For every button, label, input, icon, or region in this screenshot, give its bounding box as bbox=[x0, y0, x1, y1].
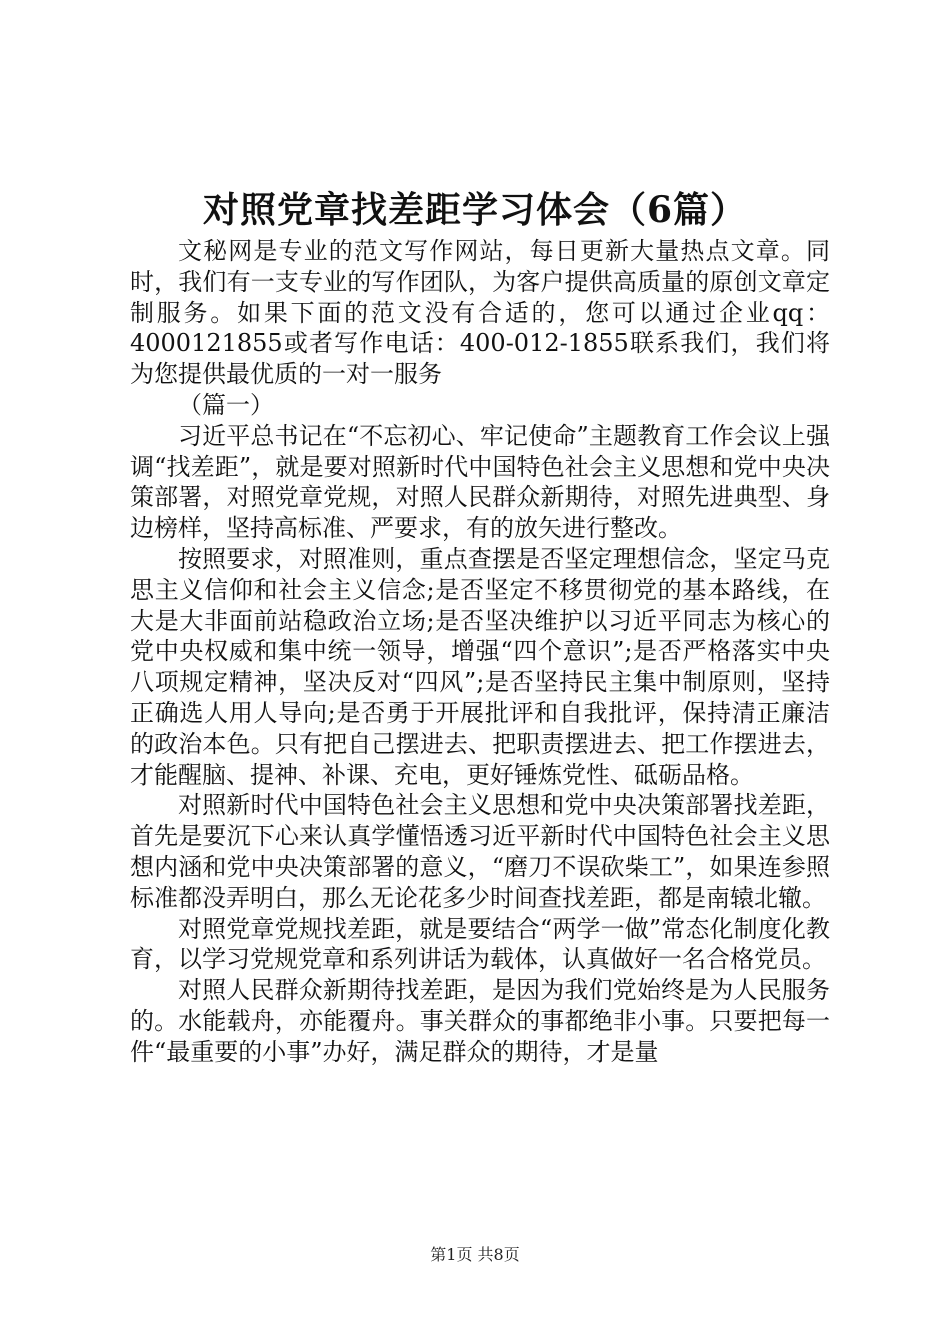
body-paragraph: 习近平总书记在“不忘初心、牢记使命”主题教育工作会议上强调“找差距”，就是要对照新时代中国特色社会主义思想和党中央决策部署，对照党章党规，对照人民群众新期待，对照先进典型、身边榜样，坚持高标准、严要求，有的放矢进行整改。 bbox=[130, 421, 830, 543]
body-paragraph: 对照党章党规找差距，就是要结合“两学一做”常态化制度化教育，以学习党规党章和系列讲话为载体，认真做好一名合格党员。 bbox=[130, 914, 830, 974]
document-title: 对照党章找差距学习体会（6篇） bbox=[202, 189, 748, 231]
intro-paragraph: 文秘网是专业的范文写作网站，每日更新大量热点文章。同时，我们有一支专业的写作团队，为客户提供高质量的原创文章定制服务。如果下面的范文没有合适的，您可以通过企业qq：4000121855或者写作电话：400-012-1855联系我们，我们将为您提供最优质的一对一服务 bbox=[130, 237, 830, 389]
body-paragraph: 对照人民群众新期待找差距，是因为我们党始终是为人民服务的。水能载舟，亦能覆舟。事关群众的事都绝非小事。只要把每一件“最重要的小事”办好，满足群众的期待，才是量 bbox=[130, 976, 830, 1066]
document-body bbox=[130, 236, 830, 1068]
page-number: 第1页 共8页 bbox=[430, 1245, 520, 1264]
section-heading: （篇一） bbox=[178, 390, 274, 419]
body-paragraph: 对照新时代中国特色社会主义思想和党中央决策部署找差距，首先是要沉下心来认真学懂悟透习近平新时代中国特色社会主义思想内涵和党中央决策部署的意义，“磨刀不误砍柴工”，如果连参照标准都没弄明白，那么无论花多少时间查找差距，都是南辕北辙。 bbox=[130, 791, 830, 912]
body-paragraph: 按照要求，对照准则，重点查摆是否坚定理想信念，坚定马克思主义信仰和社会主义信念;是否坚定不移贯彻党的基本路线，在大是大非面前站稳政治立场;是否坚决维护以习近平同志为核心的党中央权威和集中统一领导，增强“四个意识”;是否严格落实中央八项规定精神，坚决反对“四风”;是否坚持民主集中制原则，坚持正确选人用人导向;是否勇于开展批评和自我批评，保持清正廉洁的政治本色。只有把自己摆进去、把职责摆进去、把工作摆进去，才能醒脑、提神、补课、充电，更好锤炼党性、砥砺品格。 bbox=[130, 544, 830, 789]
